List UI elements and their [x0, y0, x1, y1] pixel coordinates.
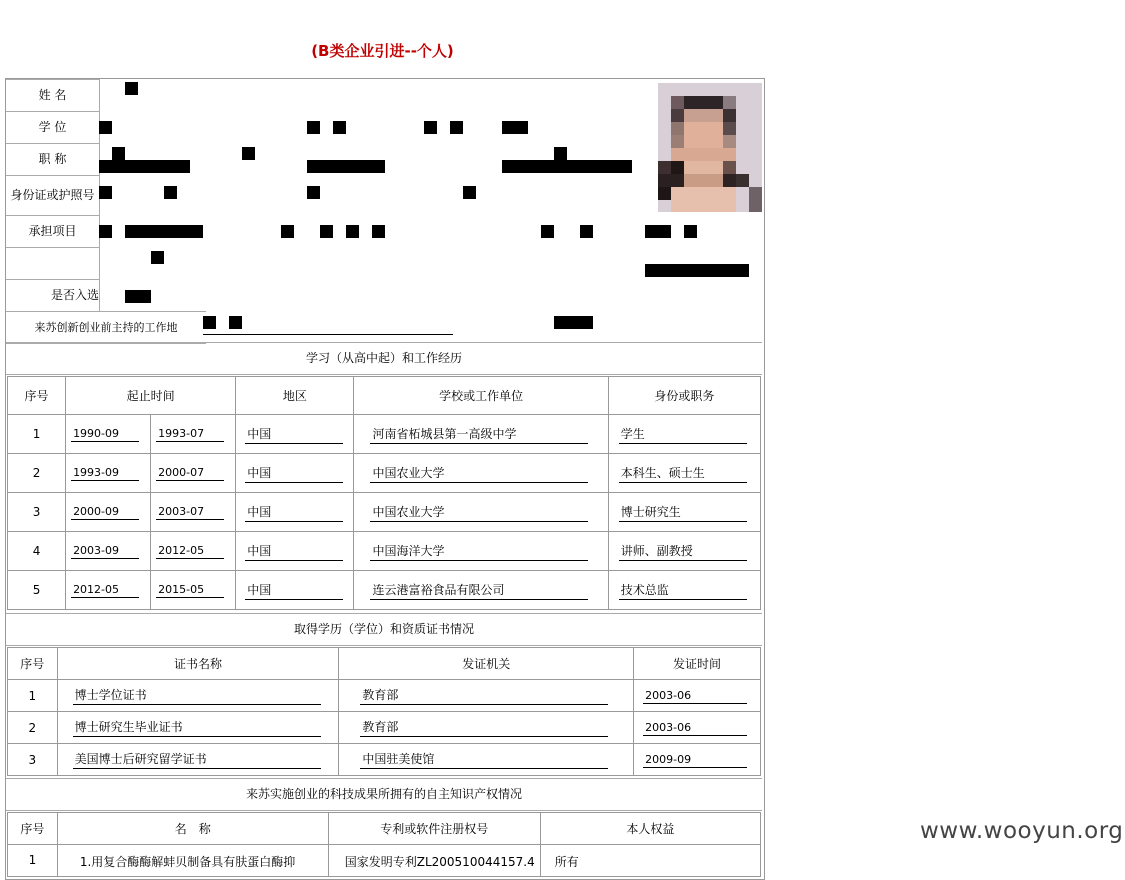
redaction [112, 147, 125, 160]
role: 技术总监 [619, 581, 747, 600]
region: 中国 [245, 503, 343, 522]
table-row [8, 680, 761, 712]
role: 博士研究生 [619, 503, 747, 522]
redaction [307, 121, 320, 134]
row-no: 3 [8, 493, 66, 532]
region: 中国 [245, 581, 343, 600]
role: 讲师、副教授 [619, 542, 747, 561]
header-no: 序号 [8, 648, 58, 680]
redaction [333, 121, 346, 134]
label-prior-work: 来苏创新创业前主持的工作地 [6, 311, 206, 344]
header-region: 地区 [236, 377, 354, 415]
header-issuer: 发证机关 [339, 648, 634, 680]
label-name: 姓 名 [6, 79, 100, 112]
form-title: (B类企业引进--个人) [311, 42, 454, 60]
header-cert-name: 证书名称 [57, 648, 339, 680]
redaction [450, 121, 463, 134]
redaction [151, 251, 164, 264]
issuer: 中国驻美使馆 [360, 750, 608, 769]
row-no: 4 [8, 532, 66, 571]
end-date: 1993-07 [156, 427, 224, 442]
issue-date: 2003-06 [643, 721, 747, 736]
row-no: 1 [8, 845, 58, 877]
issue-date: 2003-06 [643, 689, 747, 704]
organization: 中国农业大学 [370, 503, 588, 522]
table-row [8, 744, 761, 776]
redaction [99, 225, 112, 238]
redaction [502, 160, 632, 173]
start-date: 1990-09 [71, 427, 139, 442]
header-ip-name: 名 称 [57, 813, 328, 845]
row-no: 1 [8, 680, 58, 712]
redaction [125, 290, 151, 303]
label-id: 身份证或护照号 [6, 175, 100, 216]
header-registration: 专利或软件注册权号 [328, 813, 540, 845]
organization: 河南省柘城县第一高级中学 [370, 425, 588, 444]
cert-name: 博士学位证书 [73, 686, 321, 705]
redaction [307, 186, 320, 199]
redaction [125, 82, 138, 95]
applicant-photo [658, 83, 762, 212]
redaction [541, 225, 554, 238]
row-no: 2 [8, 712, 58, 744]
redaction [99, 186, 112, 199]
certificates-table [7, 647, 761, 776]
redaction [307, 160, 385, 173]
label-title: 职 称 [6, 143, 100, 176]
start-date: 2000-09 [71, 505, 139, 520]
redaction [164, 186, 177, 199]
table-row [8, 532, 761, 571]
cert-name: 博士研究生毕业证书 [73, 718, 321, 737]
table-row [8, 845, 761, 877]
ip-registration: 国家发明专利ZL200510044157.4 [328, 845, 540, 877]
label-degree: 学 位 [6, 111, 100, 144]
end-date: 2003-07 [156, 505, 224, 520]
section-experience-heading: 学习（从高中起）和工作经历 [6, 343, 762, 375]
table-row [8, 415, 761, 454]
table-row [8, 454, 761, 493]
redaction [463, 186, 476, 199]
header-issue-date: 发证时间 [634, 648, 761, 680]
label-blank [6, 247, 100, 280]
row-no: 5 [8, 571, 66, 610]
label-selected: 是否入选 [6, 279, 100, 312]
redaction [684, 225, 697, 238]
issuer: 教育部 [360, 718, 608, 737]
start-date: 2012-05 [71, 583, 139, 598]
redaction [580, 225, 593, 238]
header-period: 起止时间 [66, 377, 236, 415]
underline [203, 334, 453, 335]
cert-name: 美国博士后研究留学证书 [73, 750, 321, 769]
row-no: 1 [8, 415, 66, 454]
redaction [320, 225, 333, 238]
table-row [8, 712, 761, 744]
issuer: 教育部 [360, 686, 608, 705]
redaction [229, 316, 242, 329]
redaction [281, 225, 294, 238]
end-date: 2015-05 [156, 583, 224, 598]
header-role: 身份或职务 [608, 377, 760, 415]
redaction [372, 225, 385, 238]
organization: 中国农业大学 [370, 464, 588, 483]
end-date: 2000-07 [156, 466, 224, 481]
region: 中国 [245, 542, 343, 561]
section-ip-heading: 来苏实施创业的科技成果所拥有的自主知识产权情况 [6, 779, 762, 811]
row-no: 3 [8, 744, 58, 776]
header-rights: 本人权益 [540, 813, 760, 845]
table-row [8, 493, 761, 532]
start-date: 1993-09 [71, 466, 139, 481]
section-certificates-heading: 取得学历（学位）和资质证书情况 [6, 614, 762, 646]
start-date: 2003-09 [71, 544, 139, 559]
role: 学生 [619, 425, 747, 444]
table-row [8, 571, 761, 610]
ip-name: 1.用复合酶酶解蚌贝制备具有肤蛋白酶抑 [57, 845, 328, 877]
header-no: 序号 [8, 377, 66, 415]
region: 中国 [245, 425, 343, 444]
redaction [554, 147, 567, 160]
region: 中国 [245, 464, 343, 483]
ip-table [7, 812, 761, 877]
row-no: 2 [8, 454, 66, 493]
role: 本科生、硕士生 [619, 464, 747, 483]
redaction [645, 225, 671, 238]
redaction [125, 225, 203, 238]
label-project: 承担项目 [6, 215, 100, 248]
redaction [99, 121, 112, 134]
header-no: 序号 [8, 813, 58, 845]
organization: 连云港富裕食品有限公司 [370, 581, 588, 600]
redaction [645, 264, 749, 277]
redaction [424, 121, 437, 134]
redaction [346, 225, 359, 238]
redaction [554, 316, 593, 329]
watermark: www.wooyun.org [920, 818, 1124, 844]
end-date: 2012-05 [156, 544, 224, 559]
redaction [99, 160, 190, 173]
issue-date: 2009-09 [643, 753, 747, 768]
header-org: 学校或工作单位 [354, 377, 608, 415]
organization: 中国海洋大学 [370, 542, 588, 561]
ip-rights: 所有 [540, 845, 760, 877]
redaction [242, 147, 255, 160]
experience-table [7, 376, 761, 610]
redaction [502, 121, 528, 134]
redaction [203, 316, 216, 329]
